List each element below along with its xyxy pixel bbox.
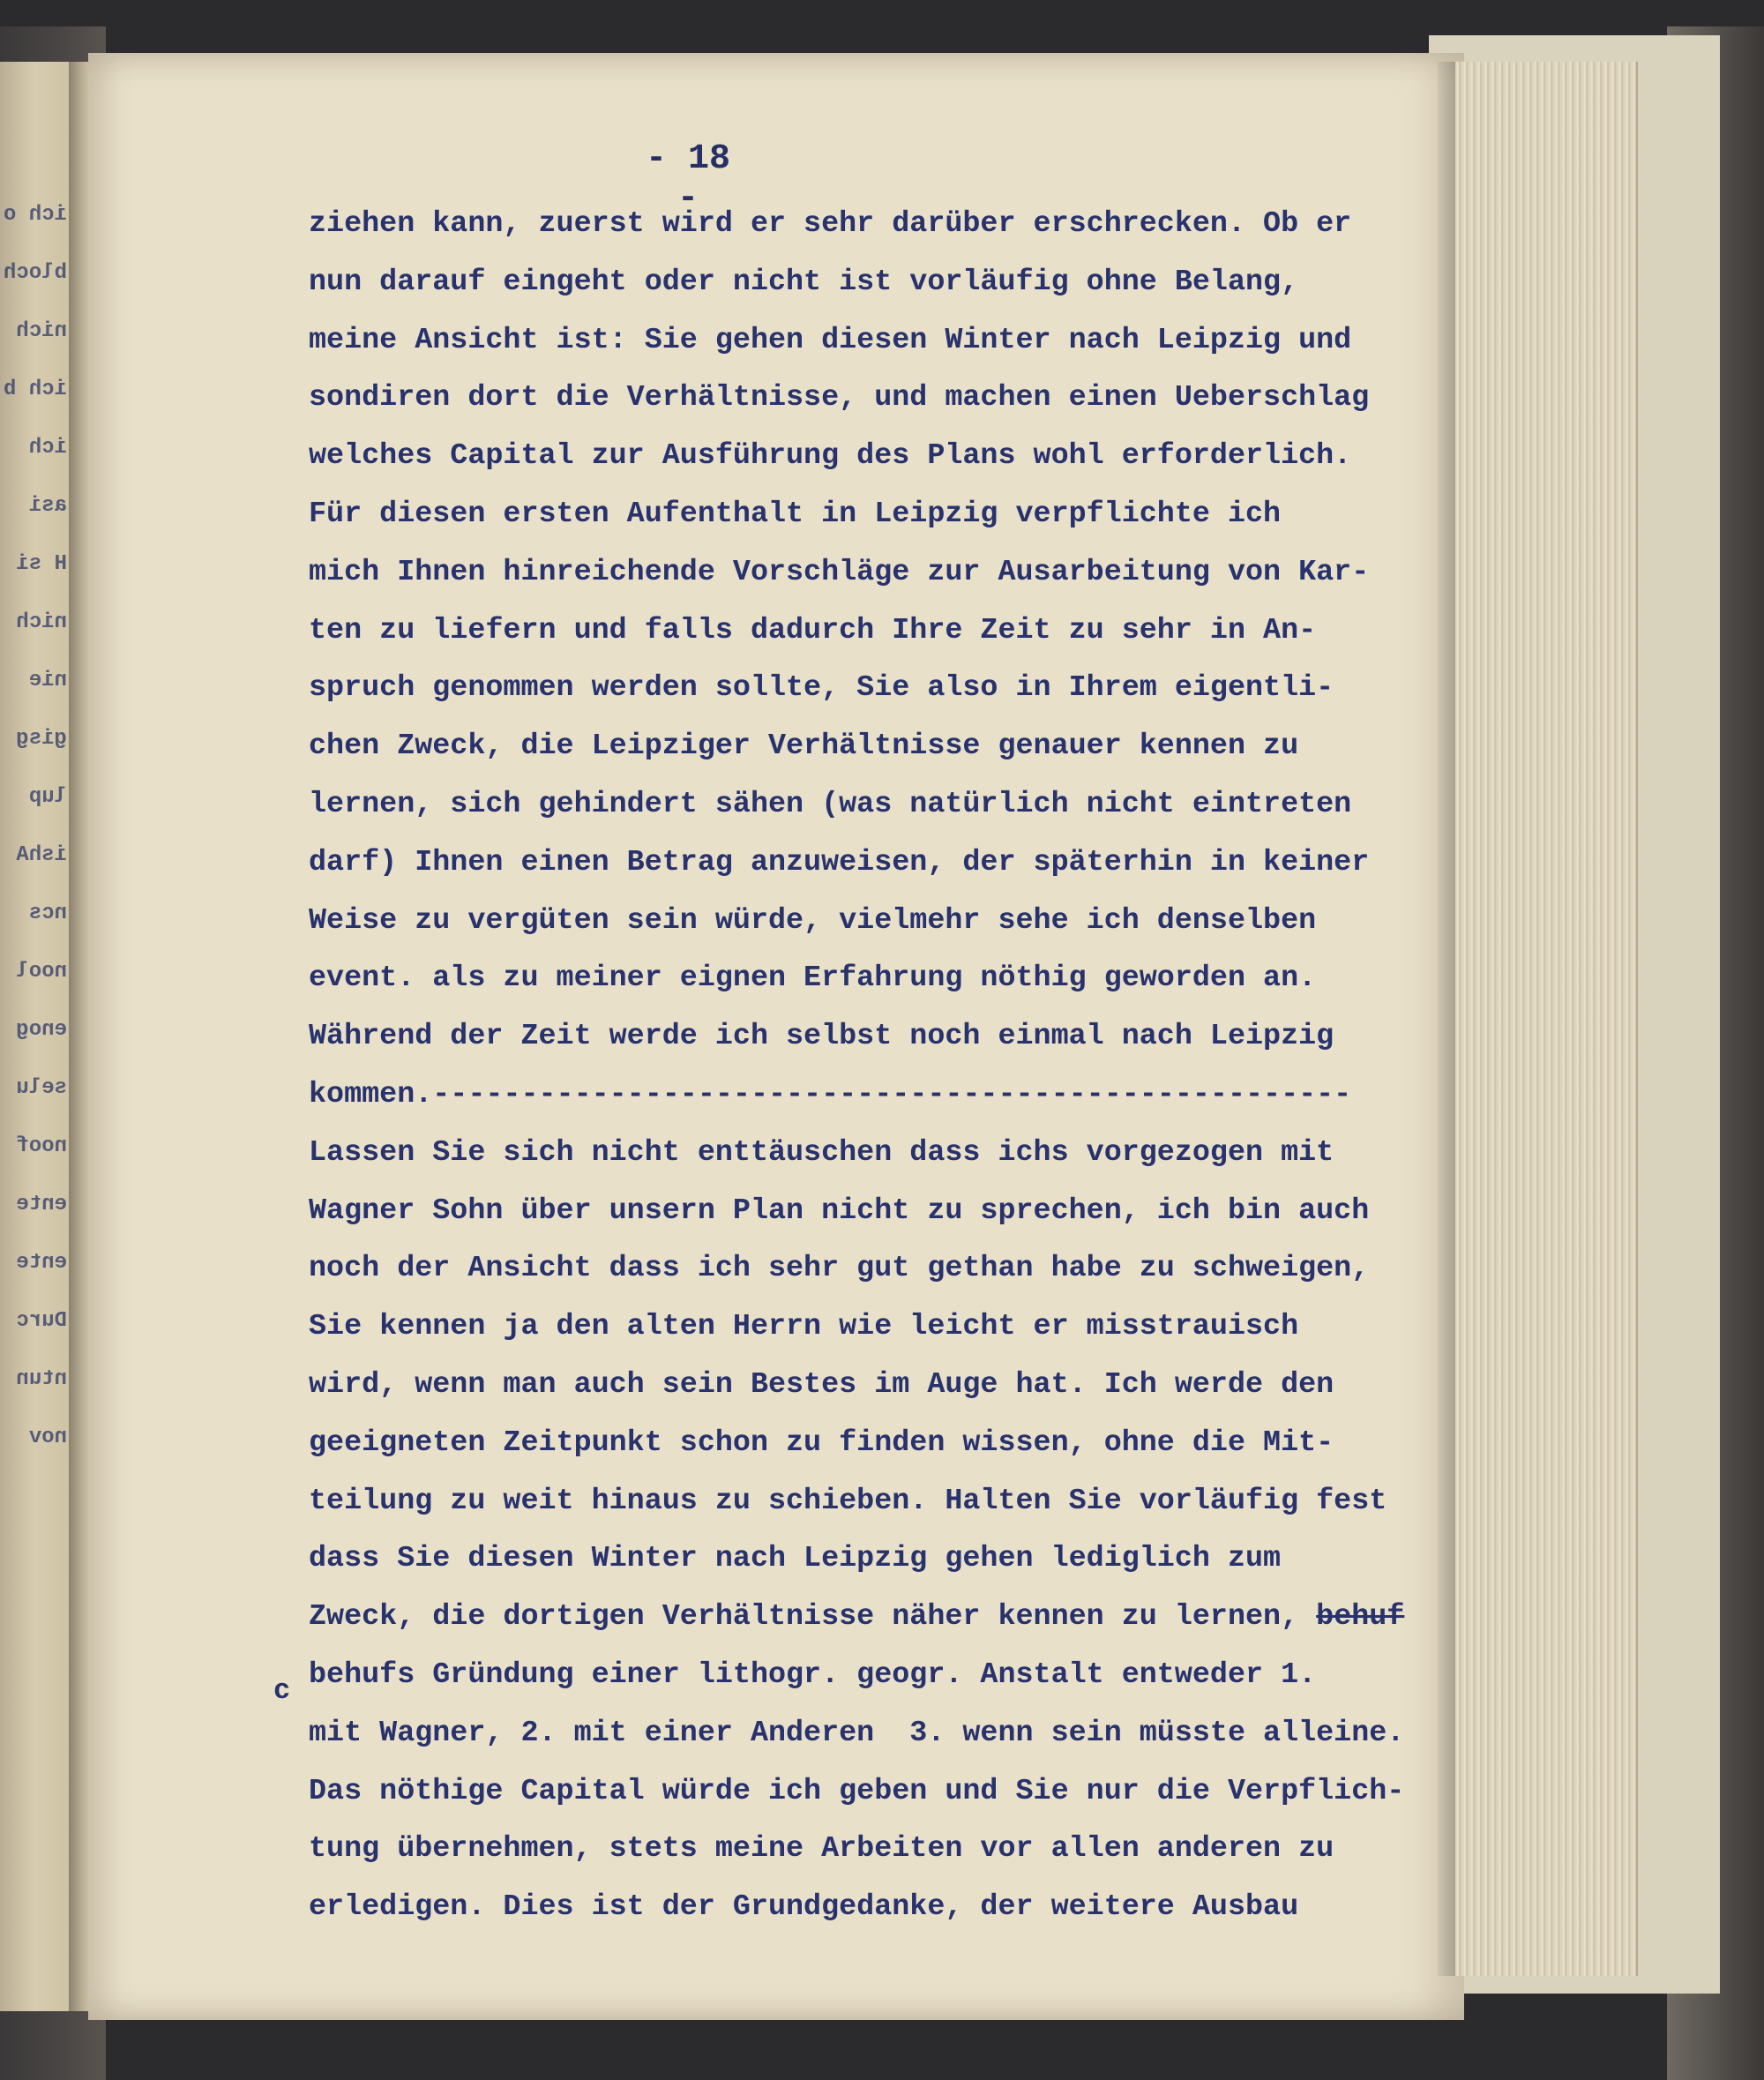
text-line: noch der Ansicht dass ich sehr gut gethan habe zu schweigen, (309, 1252, 1370, 1286)
text-line: sondiren dort die Verhältnisse, und machen einen Ueberschlag (309, 381, 1370, 415)
left-page-fragment: ente (16, 1251, 67, 1275)
left-page-fragment: noof (16, 1134, 67, 1158)
typewritten-text-body (309, 196, 1404, 1937)
text-line: Das nöthige Capital würde ich geben und Sie nur die Verpflich- (309, 1774, 1405, 1808)
left-page-fragment: ncs (28, 902, 67, 925)
left-page-fragment: Durc (16, 1309, 67, 1333)
text-line: Wagner Sohn über unsern Plan nicht zu sprechen, ich bin auch (309, 1193, 1370, 1228)
left-page-fragment: nich (16, 610, 67, 634)
text-line: dass Sie diesen Winter nach Leipzig gehen lediglich zum (309, 1542, 1282, 1576)
text-line: Lassen Sie sich nicht enttäuschen dass ichs vorgezogen mit (309, 1135, 1334, 1170)
left-page-fragment: asi (28, 494, 67, 518)
text-line: nun darauf eingeht oder nicht ist vorläufig ohne Belang, (309, 265, 1299, 299)
text-line: behufs Gründung einer lithogr. geogr. Anstalt entweder 1. (309, 1657, 1317, 1692)
text-line: meine Ansicht ist: Sie gehen diesen Winter nach Leipzig und (309, 323, 1352, 357)
text-line: Zweck, die dortigen Verhältnisse näher kennen zu lernen, behuf (309, 1600, 1405, 1635)
left-page-fragment: ntun (16, 1367, 67, 1391)
text-line: kommen.---------------------------------------------------- (309, 1077, 1352, 1111)
text-line: erledigen. Dies ist der Grundgedanke, der weitere Ausbau (309, 1890, 1299, 1925)
struck-word: behuf (1316, 1600, 1405, 1635)
text-line: chen Zweck, die Leipziger Verhältnisse genauer kennen zu (309, 729, 1299, 764)
text-line: Sie kennen ja den alten Herrn wie leicht er misstrauisch (309, 1310, 1299, 1344)
left-page-fragment: enog (16, 1018, 67, 1042)
text-line: Weise zu vergüten sein würde, vielmehr sehe ich denselben (309, 903, 1317, 938)
text-line: wird, wenn man auch sein Bestes im Auge hat. Ich werde den (309, 1367, 1334, 1402)
text-line: geeigneten Zeitpunkt schon zu finden wissen, ohne die Mit- (309, 1425, 1334, 1460)
text-line: darf) Ihnen einen Betrag anzuweisen, der späterhin in keiner (309, 845, 1370, 879)
text-line: Während der Zeit werde ich selbst noch einmal nach Leipzig (309, 1020, 1334, 1054)
left-page-fragment: gisg (16, 727, 67, 751)
text-line: tung übernehmen, stets meine Arbeiten vor allen anderen zu (309, 1832, 1334, 1867)
text-line: ten zu liefern und falls dadurch Ihre Zeit zu sehr in An- (309, 613, 1317, 647)
left-page-fragment: ich o (3, 203, 67, 227)
text-line: Für diesen ersten Aufenthalt in Leipzig verpflichte ich (309, 497, 1282, 531)
left-page-fragment: nov (28, 1425, 67, 1449)
text-line: mich Ihnen hinreichende Vorschläge zur Ausarbeitung von Kar- (309, 555, 1370, 589)
text-line: mit Wagner, 2. mit einer Anderen 3. wenn sein müsste alleine. (309, 1716, 1405, 1750)
text-line: teilung zu weit hinaus zu schieben. Halten Sie vorläufig fest (309, 1484, 1387, 1518)
left-page-fragment: ich (28, 436, 67, 460)
left-page-fragment: ich b (3, 378, 67, 401)
page-stack-edges (1455, 62, 1638, 1976)
text-line: event. als zu meiner eignen Erfahrung nöthig geworden an. (309, 961, 1317, 996)
left-page-fragment: ente (16, 1193, 67, 1216)
margin-mark: c (273, 1674, 291, 1707)
left-page-fragment: bloch (3, 261, 67, 285)
text-line: welches Capital zur Ausführung des Plans wohl erforderlich. (309, 439, 1352, 474)
text-line: spruch genommen werden sollte, Sie also in Ihrem eigentli- (309, 671, 1334, 706)
left-page-fragment: nich (16, 319, 67, 343)
left-page-edge (0, 62, 69, 2011)
left-page-fragment: nie (28, 669, 67, 692)
left-page-fragment: H si (16, 552, 67, 576)
page-number: - 18 - (645, 139, 730, 219)
left-page-fragment: ishA (16, 843, 67, 867)
left-page-fragment: nool (16, 960, 67, 984)
left-page-fragment: selu (16, 1076, 67, 1100)
left-page-fragment: lup (28, 785, 67, 809)
text-line: lernen, sich gehindert sähen (was natürlich nicht eintreten (309, 787, 1352, 821)
text-line: ziehen kann, zuerst wird er sehr darüber erschrecken. Ob er (309, 207, 1352, 241)
